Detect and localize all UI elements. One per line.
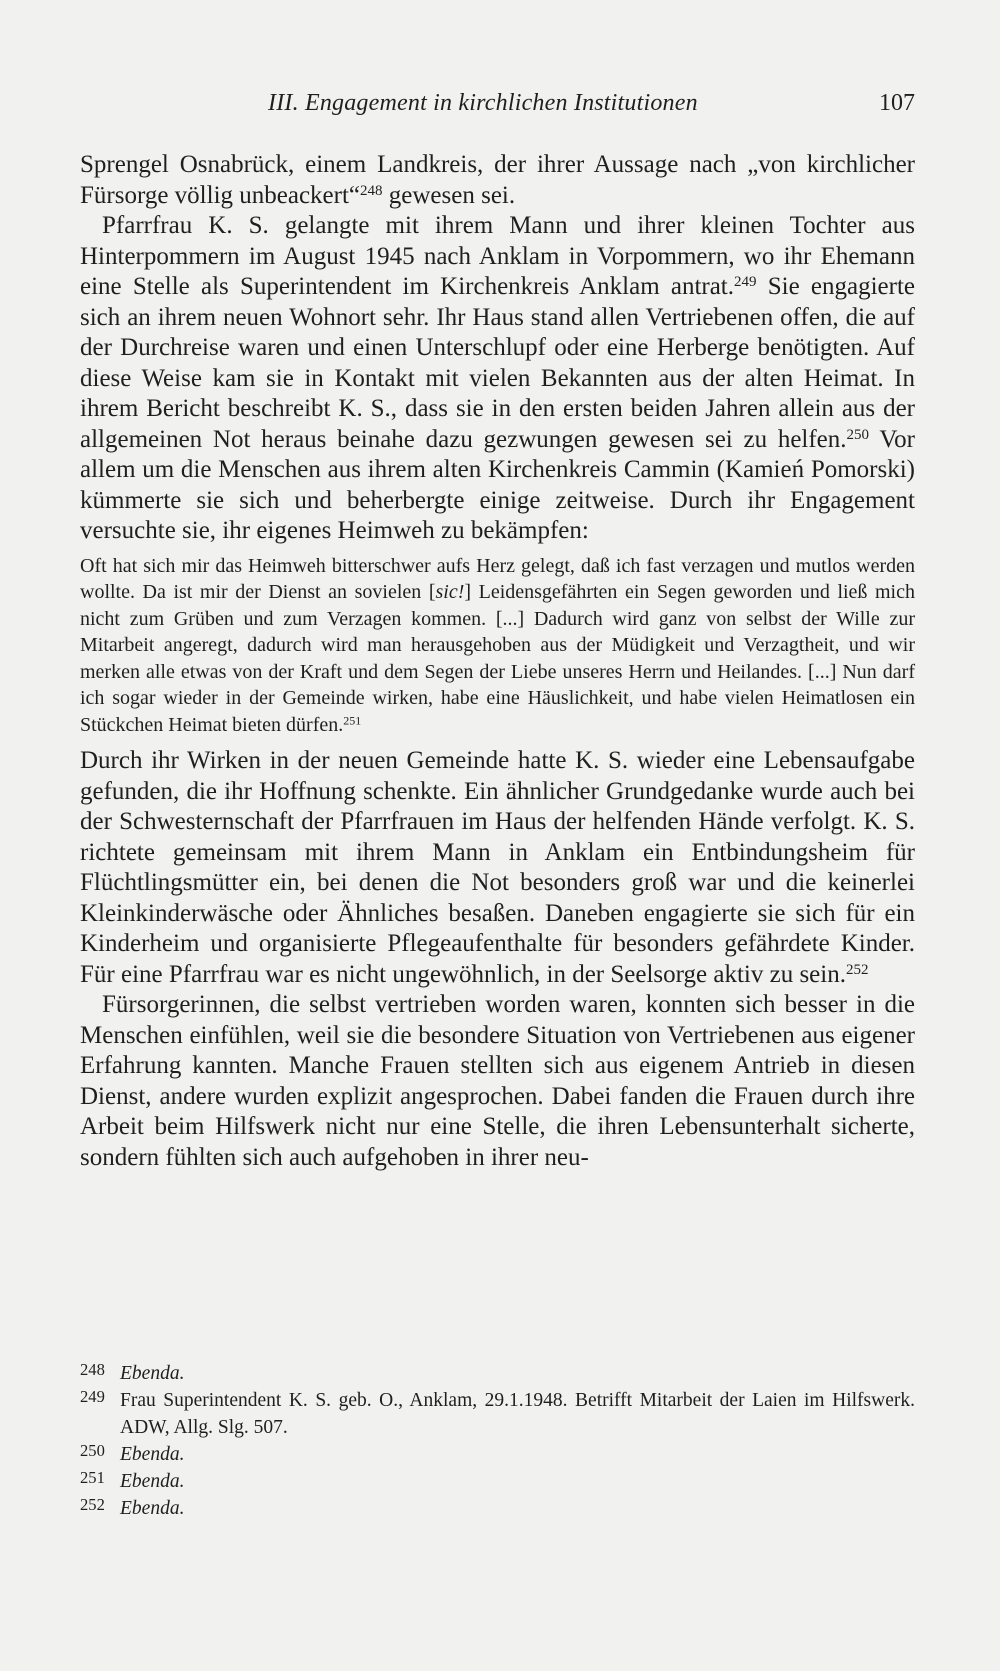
block-quote [80,553,915,739]
paragraph-1-text-b: gewesen sei. [382,181,516,209]
footnote [80,1360,915,1387]
footnote [80,1495,915,1522]
footnote-ref-252: 252 [845,961,869,978]
footnote-number: 249 [80,1387,105,1406]
footnote [80,1441,915,1468]
footnotes [80,1360,915,1522]
quote-sic: sic! [435,581,465,603]
footnote-ref-248: 248 [360,182,383,199]
paragraph-2 [80,211,915,547]
footnote-text: Ebenda. [120,1444,185,1465]
paragraph-4: Fürsorgerinnen, die selbst vertrieben worden waren, konnten sich besser in die Menschen einfühlen, weil sie die besondere Situation von Vertriebenen aus eigener Erfahrung kannten. Manche Frauen stellten sich aus eigenem Antrieb in diesen Dienst, andere wurden explizit angesprochen. Dabei fanden die Frauen durch ihre Arbeit beim Hilfswerk nicht nur eine Stelle, die ihren Lebensunterhalt sicherte, sondern fühlten sich auch aufgehoben in ihrer neu- [80,991,915,1171]
footnote-number: 248 [80,1360,105,1379]
paragraph-2-text-a: Pfarrfrau K. S. gelangte mit ihrem Mann und ihrer kleinen Tochter aus Hinterpommern im August 1945 nach Anklam in Vorpommern, wo ihr Ehemann eine Stelle als Superintendent im Kirchenkreis Anklam antrat. [80,212,915,300]
paragraph-1 [80,150,915,211]
footnote-ref-251: 251 [343,712,362,727]
quote-text-b: ] Leidensgefährten ein Segen geworden und ließ mich nicht zum Grüben und zum Verzagen kommen. [...] Dadurch wird ganz von selbst der Wille zur Mitarbeit angeregt, dadurch wird man herausgehoben aus der Müdigkeit und Verzagtheit, und wir merken alle etwas von der Kraft und dem Segen der Liebe unseres Herrn und Heilandes. [...] Nun darf ich sogar wieder in der Gemeinde wirken, habe eine Häuslichkeit, und habe vielen Heimatlosen ein Stückchen Heimat bieten dürfen. [80,581,915,736]
footnote [80,1387,915,1441]
footnote-text: Ebenda. [120,1363,185,1384]
running-title: III. Engagement in kirchlichen Institutionen [268,90,698,116]
paragraph-2-text-b: Sie engagierte sich an ihrem neuen Wohnort sehr. Ihr Haus stand allen Vertriebenen offen, die auf der Durchreise waren und einen Unterschlupf oder eine Herberge benötigten. Auf diese Weise kam sie in Kontakt mit vielen Bekannten aus der alten Heimat. In ihrem Bericht beschreibt K. S., dass sie in den ersten beiden Jahren allein aus der allgemeinen Not heraus beinahe dazu gezwungen gewesen sei zu helfen. [80,273,915,453]
paragraph-3-text: Durch ihr Wirken in der neuen Gemeinde hatte K. S. wieder eine Lebensaufgabe gefunden, die ihr Hoffnung schenkte. Ein ähnlicher Grundgedanke wurde auch bei der Schwesternschaft der Pfarrfrauen im Haus der helfenden Hände verfolgt. K. S. richtete gemeinsam mit ihrem Mann in Anklam ein Entbindungsheim für Flüchtlingsmütter ein, bei denen die Not besonders groß war und die keinerlei Kleinkinderwäsche oder Ähnliches besaßen. Daneben engagierte sie sich für ein Kinderheim und organisierte Pflegeaufenthalte für besonders gefährdete Kinder. Für eine Pfarrfrau war es nicht ungewöhnlich, in der Seelsorge aktiv zu sein. [80,747,915,988]
paragraph-2-text-c: Vor allem um die Menschen aus ihrem alten Kirchenkreis Cammin (Kamień Pomorski) kümmerte sie sich und beherbergte einige zeitweise. Durch ihr Engagement versuchte sie, ihr eigenes Heimweh zu bekämpfen: [80,425,915,544]
quote-text-a: Oft hat sich mir das Heimweh bitterschwer aufs Herz gelegt, daß ich fast verzagen und mutlos werden wollte. Da ist mir der Dienst an sovielen [ [80,554,915,603]
footnote-number: 252 [80,1495,105,1514]
footnote-number: 250 [80,1441,105,1460]
footnote [80,1468,915,1495]
footnote-ref-250: 250 [846,426,870,443]
page-header [80,90,915,130]
main-text [80,150,915,1173]
paragraph-3 [80,746,915,990]
footnote-text: Ebenda. [120,1498,185,1519]
paragraph-1-text-a: Sprengel Osnabrück, einem Landkreis, der ihrer Aussage nach „von kirchlicher Fürsorge völlig unbeackert“ [80,151,915,209]
footnote-ref-249: 249 [734,273,757,290]
footnote-text: Ebenda. [120,1471,185,1492]
footnote-text: Frau Superintendent K. S. geb. O., Anklam, 29.1.1948. Betrifft Mitarbeit der Laien im Hilfswerk. ADW, Allg. Slg. 507. [120,1390,915,1438]
page-number: 107 [879,90,915,116]
footnote-number: 251 [80,1468,105,1487]
